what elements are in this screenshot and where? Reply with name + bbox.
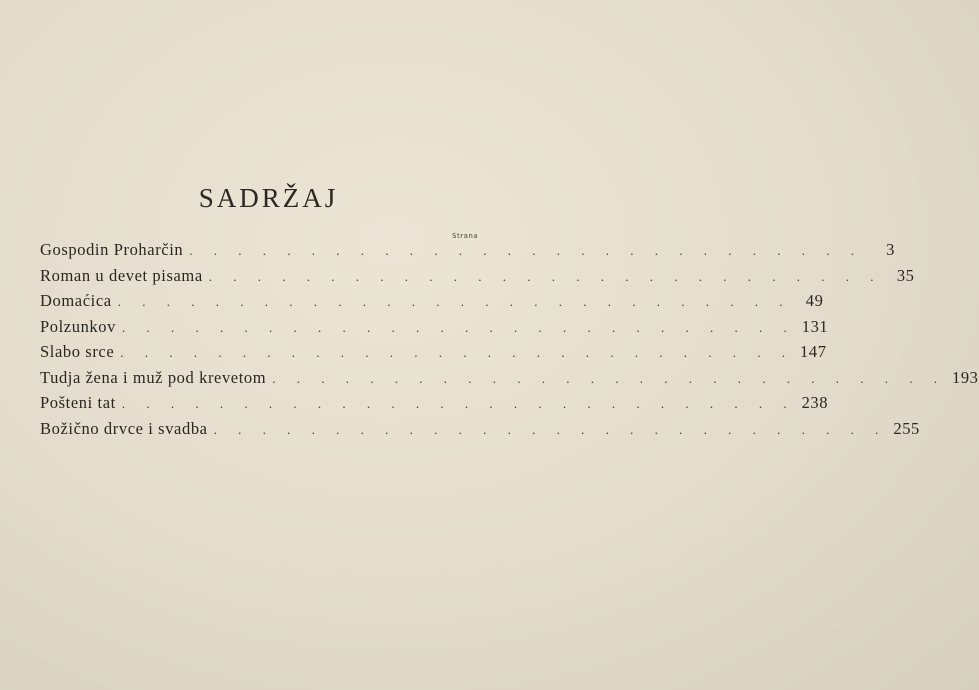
toc-entry-page: 49 (805, 291, 824, 310)
leader-dots: . . . . . . . . . . . . . . . . . . . . . . . . . . . . (117, 294, 792, 309)
toc-entry-page: 3 (886, 240, 895, 259)
toc-entry-title: Domaćica (40, 291, 112, 310)
leader-dots: . . . . . . . . . . . . . . . . . . . . . . . . . . . . (272, 370, 946, 386)
toc-entry-page: 255 (893, 418, 920, 438)
leader-dots: . . . . . . . . . . . . . . . . . . . . . . . . . . . . (121, 319, 796, 335)
page-column-header: Strana (452, 232, 479, 240)
leader-dots: . . . . . . . . . . . . . . . . . . . . . . . . . . . . (121, 396, 796, 411)
leader-dots: . . . . . . . . . . . . . . . . . . . . . . . . . . . . (208, 268, 883, 284)
toc-entry (40, 418, 920, 445)
toc-entry (40, 316, 829, 343)
toc-entry-title: Pošteni tat (40, 393, 116, 412)
table-of-contents (40, 240, 979, 444)
leader-dots: . . . . . . . . . . . . . . . . . . . . . . . . . . . . (189, 243, 863, 258)
leader-dots: . . . . . . . . . . . . . . . . . . . . . . . . . . . . (213, 421, 888, 437)
toc-entry (40, 367, 979, 394)
toc-entry-title: Polzunkov (40, 316, 116, 336)
toc-entry-title: Gospodin Proharčin (40, 240, 184, 259)
toc-entry-title: Roman u devet pisama (40, 265, 203, 285)
toc-entry (40, 265, 915, 292)
toc-entry-page: 35 (896, 265, 915, 285)
toc-entry (40, 342, 827, 368)
toc-entry-page: 131 (801, 316, 829, 336)
toc-entry-page: 238 (801, 393, 829, 412)
toc-entry (40, 291, 824, 317)
toc-entry-title: Slabo srce (40, 342, 115, 361)
toc-entry-page: 193 (951, 367, 979, 387)
toc-entry (40, 240, 895, 266)
toc-entry (40, 393, 829, 419)
toc-entry-title: Božično drvce i svadba (40, 418, 208, 438)
toc-entry-page: 147 (800, 342, 827, 361)
leader-dots: . . . . . . . . . . . . . . . . . . . . . . . . . . . . (120, 345, 795, 360)
page-title: SADRŽAJ (198, 183, 339, 213)
toc-entry-title: Tudja žena i muž pod krevetom (40, 367, 267, 387)
